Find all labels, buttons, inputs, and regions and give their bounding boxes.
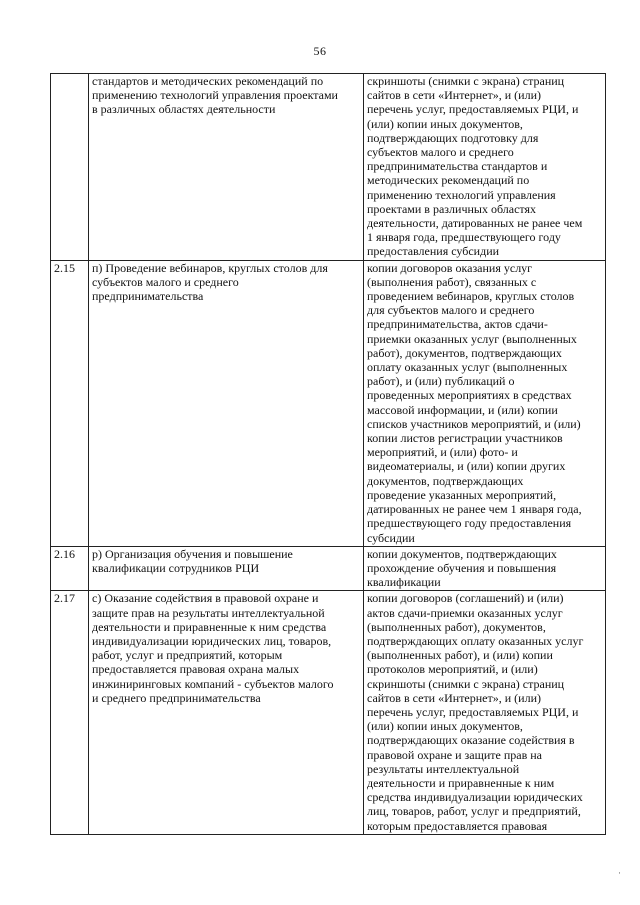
- documents-text-line: которым предоставляется правовая: [367, 818, 548, 833]
- documents-text-line: протоколов мероприятий, и (или): [367, 662, 538, 677]
- documents-text-line: лиц, товаров, работ, услуг и предприятий,: [367, 804, 581, 819]
- documents-text-line: перечень услуг, предоставляемых РЦИ, и: [367, 704, 579, 719]
- page-number: 56: [313, 44, 327, 58]
- documents-text-line: сайтов в сети «Интернет», и (или): [367, 88, 541, 103]
- event-text-line: защите прав на результаты интеллектуальной: [92, 605, 325, 620]
- documents-text-line: предпринимательства стандартов и: [367, 159, 548, 174]
- requirements-table: [50, 73, 606, 835]
- row-number-cell: [51, 74, 89, 261]
- documents-text-line: датированных не ранее чем 1 января года,: [367, 502, 582, 517]
- event-text-line: стандартов и методических рекомендаций по: [92, 74, 324, 88]
- documents-text-line: видеоматериалы, и (или) копии других: [367, 459, 566, 474]
- documents-text-line: сайтов в сети «Интернет», и (или): [367, 690, 541, 705]
- documents-text-line: работ), и (или) публикаций о: [367, 374, 515, 389]
- event-text-line: предпринимательства: [92, 289, 204, 304]
- table-row: [51, 74, 606, 261]
- documents-text-line: (или) копии иных документов,: [367, 116, 523, 131]
- documents-text-line: правовой охране и защите прав на: [367, 747, 542, 762]
- row-number-cell: 2.15: [51, 260, 89, 546]
- event-text-line: работ, услуг и предприятий, которым: [92, 648, 283, 663]
- documents-text-line: методических рекомендаций по: [367, 173, 530, 188]
- documents-text-line: копии договоров (соглашений) и (или): [367, 591, 564, 606]
- row-number-cell: 2.16: [51, 546, 89, 591]
- documents-text-line: актов сдачи-приемки оказанных услуг: [367, 605, 563, 620]
- documents-text-line: работ), документов, подтверждающих: [367, 345, 562, 360]
- documents-text-line: подтверждающих подготовку для: [367, 130, 539, 145]
- documents-text-line: квалификации: [367, 575, 441, 590]
- documents-text-line: субъектов малого и среднего: [367, 145, 514, 160]
- row-number-cell: 2.17: [51, 591, 89, 834]
- documents-text-line: скриншоты (снимки с экрана) страниц: [367, 74, 565, 88]
- event-text-line: и среднего предпринимательства: [92, 690, 261, 705]
- documents-text-line: списков участников мероприятий, и (или): [367, 416, 581, 431]
- documents-text-line: для субъектов малого и среднего: [367, 303, 535, 318]
- event-text-line: п) Проведение вебинаров, круглых столов для: [92, 260, 328, 275]
- event-text-line: применению технологий управления проектами: [92, 88, 338, 103]
- documents-text-line: 1 января года, предшествующего году: [367, 230, 561, 245]
- documents-text-line: (или) копии иных документов,: [367, 719, 523, 734]
- supporting-documents-cell: [364, 591, 606, 834]
- documents-text-line: подтверждающих оказание содействия в: [367, 733, 575, 748]
- documents-text-line: приемки оказанных услуг (выполненных: [367, 331, 577, 346]
- documents-text-line: предшествующего году предоставления: [367, 516, 572, 531]
- event-text-line: инжиниринговых компаний - субъектов малого: [92, 676, 334, 691]
- documents-text-line: средства индивидуализации юридических: [367, 790, 583, 805]
- supporting-documents-cell: [364, 546, 606, 591]
- table-row: [51, 591, 606, 834]
- event-description-cell: [89, 591, 364, 834]
- event-description-cell: [89, 546, 364, 591]
- documents-text-line: массовой информации, и (или) копии: [367, 402, 558, 417]
- event-text-line: с) Оказание содействия в правовой охране и: [92, 591, 319, 606]
- documents-text-line: оплату оказанных услуг (выполненных: [367, 360, 568, 375]
- event-text-line: субъектов малого и среднего: [92, 274, 239, 289]
- documents-text-line: деятельности, датированных не ранее чем: [367, 216, 583, 231]
- event-text-line: р) Организация обучения и повышение: [92, 546, 293, 561]
- documents-text-line: применению технологий управления: [367, 187, 556, 202]
- documents-text-line: проектами в различных областях: [367, 201, 537, 216]
- table-row: [51, 260, 606, 546]
- documents-text-line: копии договоров оказания услуг: [367, 260, 533, 275]
- documents-text-line: мероприятий, и (или) фото- и: [367, 445, 518, 460]
- documents-text-line: (выполненных работ), и (или) копии: [367, 648, 553, 663]
- table-row: [51, 546, 606, 591]
- documents-text-line: подтверждающих оплату оказанных услуг: [367, 633, 584, 648]
- documents-text-line: скриншоты (снимки с экрана) страниц: [367, 676, 565, 691]
- documents-text-line: проведение указанных мероприятий,: [367, 487, 557, 502]
- documents-text-line: (выполнения работ), связанных с: [367, 274, 537, 289]
- documents-text-line: проведением вебинаров, круглых столов: [367, 289, 575, 304]
- documents-text-line: прохождение обучения и повышения: [367, 560, 557, 575]
- event-text-line: деятельности и приравненные к ним средства: [92, 619, 327, 634]
- documents-text-line: деятельности и приравненные к ним: [367, 775, 555, 790]
- event-text-line: предоставляется правовая охрана малых: [92, 662, 300, 677]
- documents-text-line: проведенных мероприятиях в средствах: [367, 388, 572, 403]
- documents-text-line: (выполненных работ), документов,: [367, 619, 546, 634]
- event-description-cell: [89, 74, 364, 261]
- supporting-documents-cell: [364, 260, 606, 546]
- event-text-line: индивидуализации юридических лиц, товаров,: [92, 633, 332, 648]
- documents-text-line: субсидии: [367, 530, 415, 545]
- page-corner-mark: ·: [618, 868, 621, 878]
- table-body: [51, 74, 606, 835]
- documents-text-line: предпринимательства, актов сдачи-: [367, 317, 548, 332]
- event-description-cell: [89, 260, 364, 546]
- documents-text-line: копии документов, подтверждающих: [367, 546, 557, 561]
- documents-text-line: копии листов регистрации участников: [367, 431, 563, 446]
- documents-text-line: предоставления субсидии: [367, 244, 500, 259]
- documents-text-line: перечень услуг, предоставляемых РЦИ, и: [367, 102, 579, 117]
- documents-text-line: документов, подтверждающих: [367, 473, 524, 488]
- event-text-line: квалификации сотрудников РЦИ: [92, 560, 260, 575]
- supporting-documents-cell: [364, 74, 606, 261]
- event-text-line: в различных областях деятельности: [92, 102, 276, 117]
- documents-text-line: результаты интеллектуальной: [367, 761, 520, 776]
